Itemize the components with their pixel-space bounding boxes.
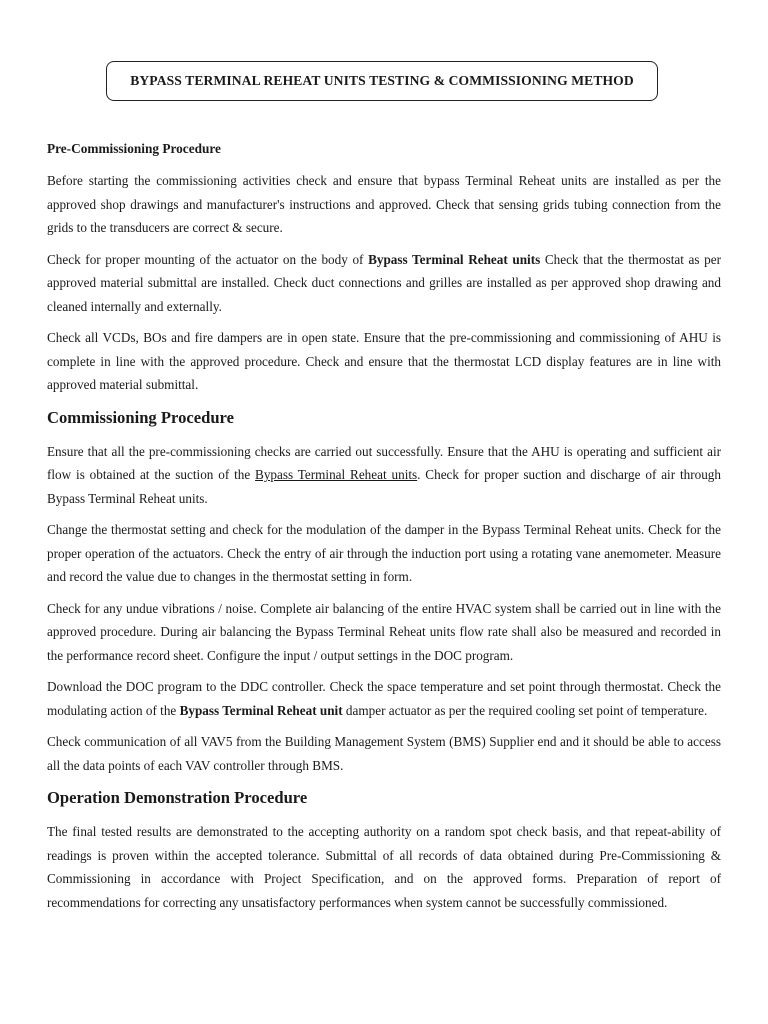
document-title: BYPASS TERMINAL REHEAT UNITS TESTING & COMMISSIONING METHOD — [130, 73, 634, 88]
commissioning-paragraph-1 — [47, 440, 721, 511]
bold-term: Bypass Terminal Reheat unit — [179, 702, 343, 718]
text-run: damper actuator as per the required cooling set point of temperature. — [342, 702, 708, 718]
pre-commissioning-heading: Pre-Commissioning Procedure — [47, 141, 221, 156]
document-body — [47, 140, 721, 922]
commissioning-paragraph-2: Change the thermostat setting and check for the modulation of the damper in the Bypass Terminal Reheat units. Check for the proper operation of the actuators. Check the entry of air through the induction port using a rotating vane anemometer. Measure and record the value due to changes in the thermostat setting in form. — [47, 522, 721, 584]
bold-term: Bypass Terminal Reheat units — [368, 251, 541, 267]
pre-commissioning-paragraph-3: Check all VCDs, BOs and fire dampers are in open state. Ensure that the pre-commissioning and commissioning of AHU is complete in line with the approved procedure. Check and ensure that the thermostat LCD display features are in line with approved material submittal. — [47, 330, 721, 392]
commissioning-paragraph-4 — [47, 675, 721, 722]
operation-heading: Operation Demonstration Procedure — [47, 788, 308, 807]
text-run: . Check for proper suction and discharge of air through Bypass Terminal Reheat units. — [47, 467, 721, 506]
commissioning-heading: Commissioning Procedure — [47, 407, 234, 427]
commissioning-paragraph-3: Check for any undue vibrations / noise. Complete air balancing of the entire HVAC system shall be carried out in line with the approved procedure. During air balancing the Bypass Terminal Reheat units flow rate shall also be measured and recorded in the performance record sheet. Configure the input / output settings in the DOC program. — [47, 600, 721, 663]
pre-commissioning-paragraph-2 — [47, 248, 721, 319]
text-run: Check for proper mounting of the actuator on the body of — [47, 251, 369, 267]
text-run: Download the DOC program to the DDC controller. Check the space temperature and set point through thermostat. Check the modulating action of the — [47, 679, 721, 718]
text-run: Ensure that all the pre-commissioning checks are carried out successfully. Ensure that the AHU is operating and sufficient air flow is obtained at the suction of the — [47, 443, 721, 482]
operation-paragraph-1: The final tested results are demonstrated to the accepting authority on a random spot check basis, and that repeat-ability of readings is proven within the accepted tolerance. Submittal of all records of data obtained during Pre-Commissioning & Commissioning in accordance with Project Specification, and on the approved forms. Preparation of report of recommendations for correcting any unsatisfactory performances when system cannot be successfully commissioned. — [47, 824, 721, 910]
text-run: Check that the thermostat as per approved material submittal are installed. Check duct connections and grilles are installed as per approved shop drawing and cleaned internally and externally. — [47, 251, 721, 314]
commissioning-paragraph-5: Check communication of all VAV5 from the Building Management System (BMS) Supplier end and it should be able to access all the data points of each VAV controller through BMS. — [47, 734, 721, 773]
bypass-units-link[interactable]: Bypass Terminal Reheat units — [255, 467, 418, 482]
pre-commissioning-paragraph-1: Before starting the commissioning activities check and ensure that bypass Terminal Reheat units are installed as per the approved shop drawings and manufacturer's instructions and approved. Check that sensing grids tubing connection from the grids to the transducers are correct & secure. — [47, 173, 721, 235]
document-title-box — [106, 61, 658, 101]
